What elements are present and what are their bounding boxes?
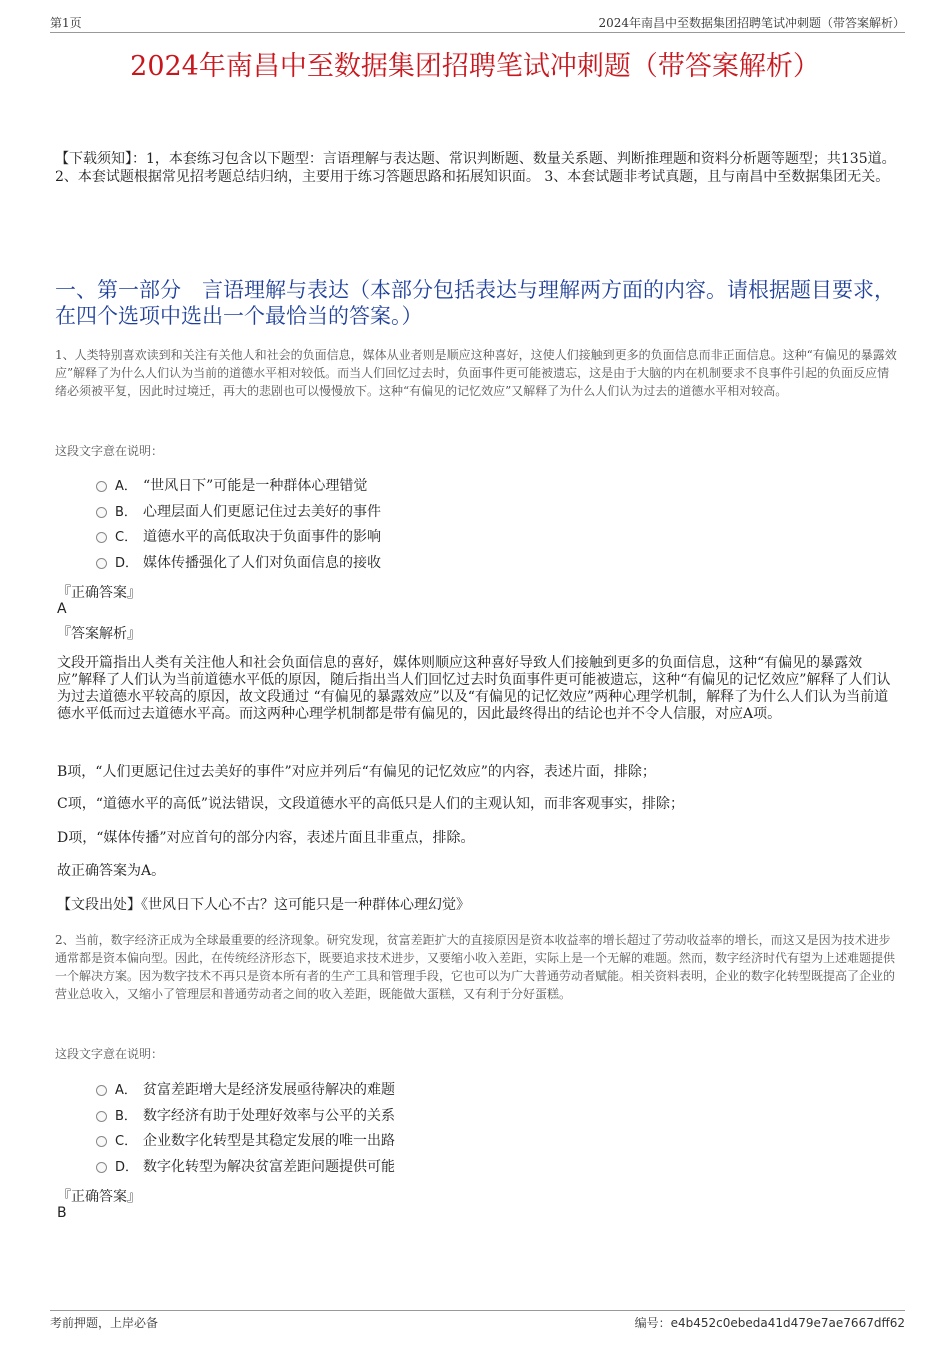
radio-icon[interactable] xyxy=(96,558,107,569)
question-1-option-b[interactable]: B． 心理层面人们更愿记住过去美好的事件 xyxy=(96,501,381,523)
radio-icon[interactable] xyxy=(96,1136,107,1147)
header-doc-title: 2024年南昌中至数据集团招聘笔试冲刺题（带答案解析） xyxy=(598,16,905,30)
question-1-option-a[interactable]: A． “世风日下”可能是一种群体心理错觉 xyxy=(96,475,367,497)
section-title: 一、第一部分 言语理解与表达（本部分包括表达与理解两方面的内容。请根据题目要求，在四个选项中选出一个最恰当的答案。） xyxy=(55,278,895,328)
radio-icon[interactable] xyxy=(96,507,107,518)
question-2-option-c[interactable]: C． 企业数字化转型是其稳定发展的唯一出路 xyxy=(96,1130,395,1152)
question-1-analysis-b: B项，“人们更愿记住过去美好的事件”对应并列后“有偏见的记忆效应”的内容，表述片面，排除； xyxy=(57,764,656,780)
question-2-option-d[interactable]: D． 数字化转型为解决贫富差距问题提供可能 xyxy=(96,1156,395,1178)
page-number: 第1页 xyxy=(50,16,82,30)
footer-slogan: 考前押题，上岸必备 xyxy=(50,1316,159,1330)
download-notice: 【下载须知】：1，本套练习包含以下题型：言语理解与表达题、常识判断题、数量关系题、判断推理题和资料分析题等题型；共135道。 2、本套试题根据常见招考题总结归纳，主要用于练习答题思路和拓展知识面。 3、本套试题非考试真题，且与南昌中至数据集团无关。 xyxy=(55,151,896,185)
question-1-answer: A xyxy=(57,601,67,617)
question-1-stem: 1、人类特别喜欢读到和关注有关他人和社会的负面信息，媒体从业者则是顺应这种喜好，这使人们接触到更多的负面信息而非正面信息。这种“有偏见的暴露效应”解释了为什么人们认为当前的道德水平相对较低。而当人们回忆过去时，负面事件更可能被遗忘，这是由于大脑的内在机制要求不良事件引起的负面反应情绪必须被平复，因此时过境迁，再大的悲剧也可以慢慢放下。这种“有偏见的记忆效应”又解释了为什么人们认为过去的道德水平相对较高。 xyxy=(55,348,897,398)
header-divider xyxy=(50,32,905,33)
question-2-option-a[interactable]: A． 贫富差距增大是经济发展亟待解决的难题 xyxy=(96,1079,395,1101)
question-2-stem: 2、当前，数字经济正成为全球最重要的经济现象。研究发现，贫富差距扩大的直接原因是资本收益率的增长超过了劳动收益率的增长，而这又是因为技术进步通常都是资本偏向型。因此，在传统经济形态下，既要追求技术进步，又要缩小收入差距，实际上是一个无解的难题。然而，数字经济时代有望为上述难题提供一个解决方案。因为数字技术不再只是资本所有者的生产工具和管理手段，它也可以为广大普通劳动者赋能。相关资料表明，企业的数字化转型既提高了企业的营业总收入，又缩小了管理层和普通劳动者之间的收入差距，既能做大蛋糕，又有利于分好蛋糕。 xyxy=(55,933,896,1001)
question-1-analysis-label: 『答案解析』 xyxy=(57,626,141,642)
radio-icon[interactable] xyxy=(96,481,107,492)
page-title: 2024年南昌中至数据集团招聘笔试冲刺题（带答案解析） xyxy=(130,51,820,82)
radio-icon[interactable] xyxy=(96,1162,107,1173)
radio-icon[interactable] xyxy=(96,1111,107,1122)
question-1-analysis-main: 文段开篇指出人类有关注他人和社会负面信息的喜好，媒体则顺应这种喜好导致人们接触到更多的负面信息，这种“有偏见的暴露效应”解释了人们认为当前道德水平低的原因，随后指出当人们回忆过去时负面事件更可能被遗忘，这种“有偏见的记忆效应”解释了人们认为过去道德水平较高的原因，故文段通过 “有偏见的暴露效应”以及“有偏见的记忆效应”两种心理学机制，解释了为什么人们认为当前道德水平低而过去道德水平高。而这两种心理学机制都是带有偏见的，因此最终得出的结论也并不令人信服，对应A项。 xyxy=(57,655,891,722)
question-1-prompt: 这段文字意在说明： xyxy=(55,444,164,458)
radio-icon[interactable] xyxy=(96,1085,107,1096)
radio-icon[interactable] xyxy=(96,532,107,543)
question-2-prompt: 这段文字意在说明： xyxy=(55,1047,164,1061)
question-1-option-d[interactable]: D． 媒体传播强化了人们对负面信息的接收 xyxy=(96,552,381,574)
question-1-option-c[interactable]: C． 道德水平的高低取决于负面事件的影响 xyxy=(96,526,381,548)
question-2-answer-label: 『正确答案』 xyxy=(57,1189,141,1205)
question-1-conclusion: 故正确答案为A。 xyxy=(57,863,166,879)
question-2-option-b[interactable]: B． 数字经济有助于处理好效率与公平的关系 xyxy=(96,1105,395,1127)
footer-code: 编号：e4b452c0ebeda41d479e7ae7667dff62 xyxy=(634,1316,905,1330)
question-2-answer: B xyxy=(57,1205,67,1221)
footer-divider xyxy=(50,1310,905,1311)
question-1-answer-label: 『正确答案』 xyxy=(57,585,141,601)
question-1-analysis-d: D项，“媒体传播”对应首句的部分内容，表述片面且非重点，排除。 xyxy=(57,830,475,846)
question-1-source: 【文段出处】《世风日下人心不古？这可能只是一种群体心理幻觉》 xyxy=(57,897,470,913)
question-1-analysis-c: C项，“道德水平的高低”说法错误，文段道德水平的高低只是人们的主观认知，而非客观事实，排除； xyxy=(57,796,685,812)
